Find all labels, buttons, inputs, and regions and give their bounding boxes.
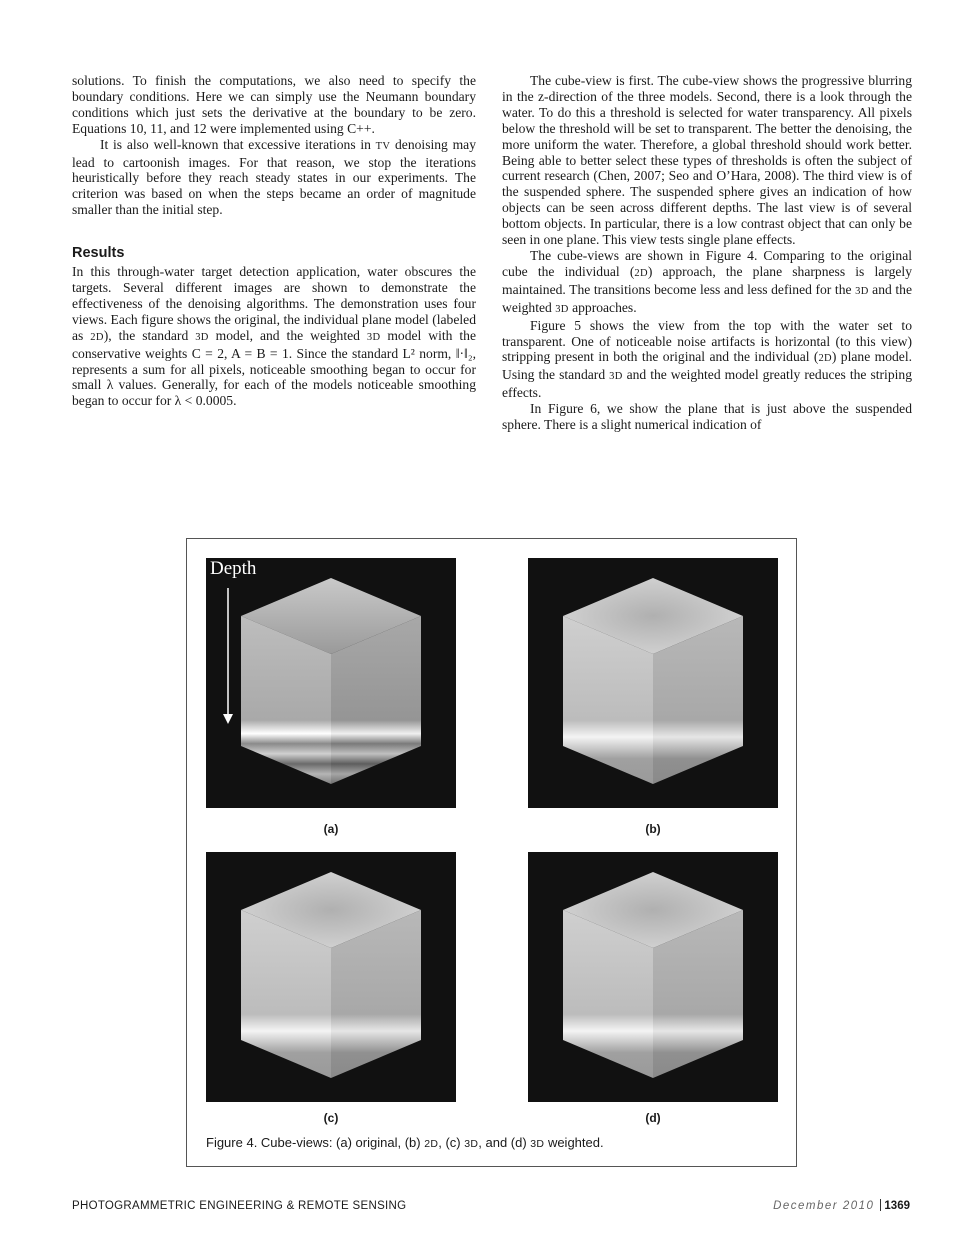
paragraph-figure5: Figure 5 shows the view from the top with the water set to transparent. One of noticeable noise artifacts is horizontal (to this view) stripping present in both the original and the individual (2D) plane model. Using the standard 3D and the weighted model greatly reduces the striping effects. [502,317,912,401]
panel-label-b: (b) [645,822,661,836]
panel-label-d: (d) [645,1111,661,1125]
journal-name: PHOTOGRAMMETRIC ENGINEERING & REMOTE SENSING [72,1200,407,1212]
left-column [72,73,476,409]
paragraph-boundary-conditions: solutions. To finish the computations, we also need to specify the boundary conditions. Here we can simply use the Neumann boundary conditions which just sets the derivative at the boundary to be zero. Equations 10, 11, and 12 were implemented using C++. [72,73,476,136]
paragraph-results: In this through-water target detection application, water obscures the targets. Several different images are shown to demonstrate the effectiveness of the denoising algorithms. The demonstration uses four views. Each figure shows the original, the individual plane model (labeled as 2D), the standard 3D model, and the weighted 3D model with the conservative weights C = 2, A = B = 1. Since the standard L² norm, ‖·‖₂, represents a sum for all pixels, noticeable smoothing began to occur for small λ values. Generally, for each of the models noticeable smoothing began to occur for λ < 0.0005. [72,264,477,409]
depth-label: Depth [210,558,257,579]
paragraph-cube-view: The cube-view is first. The cube-view shows the progressive blurring in the z-direction of the three models. Second, there is a look through the water. To do this a threshold is selected for water transparency. All pixels below the threshold will be set to transparent. The better the denoising, the more uniform the water. Therefore, a global threshold should work better. Being able to better select these types of thresholds is often the subject of current research (Chen, 2007; Seo and O’Hara, 2008). The third view is of the suspended sphere. The suspended sphere gives an indication of how objects can be seen across different depths. The last view is of several bottom objects. In particular, there is a low contrast object that can only be seen in one plane. This view tests single plane effects. [502,73,912,248]
paragraph-figure4: The cube-views are shown in Figure 4. Comparing to the original cube the individual (2D) approach, the plane sharpness is largely maintained. The transitions become less and less defined for the 3D and the weighted 3D approaches. [502,247,912,315]
panel-b-2d [528,558,778,808]
issue-date: December 2010 [773,1200,875,1212]
figure-caption: Figure 4. Cube-views: (a) original, (b) 2D, (c) 3D, and (d) 3D weighted. [206,1135,604,1150]
figure-4 [186,538,797,1167]
panel-d-3d-weighted [528,852,778,1102]
section-heading-results: Results [72,245,125,262]
footer-divider [880,1199,881,1211]
paragraph-figure6: In Figure 6, we show the plane that is just above the suspended sphere. There is a slight numerical indication of [502,401,912,433]
panel-label-c: (c) [323,1111,339,1125]
paragraph-iterations: It is also well-known that excessive iterations in TV denoising may lead to cartoonish images. For that reason, we stop the iterations heuristically before they reach steady states in our experiments. The criterion was based on when the steps became an order of magnitude smaller than the initial step. [72,136,476,218]
panel-a-original [206,558,456,808]
panel-c-3d [206,852,456,1102]
panel-label-a: (a) [323,822,339,836]
right-column [502,73,912,433]
page-footer [773,1199,910,1212]
page-number: 1369 [884,1200,910,1212]
